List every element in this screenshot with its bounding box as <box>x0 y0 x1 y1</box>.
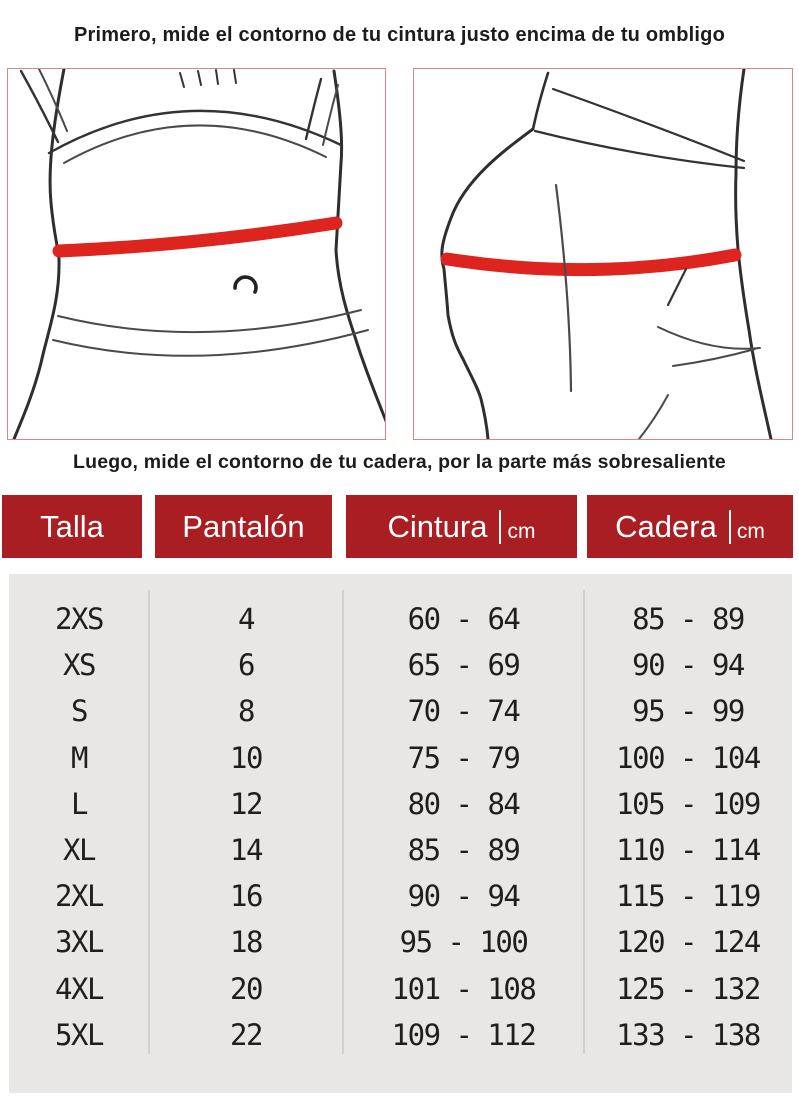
pants-cell: 14 <box>230 833 262 868</box>
back-hip-illustration <box>414 69 792 439</box>
front-torso-illustration <box>8 69 385 439</box>
size-cell: L <box>71 786 87 821</box>
waist-range-cell: 75 - 79 <box>407 740 520 775</box>
waist-range-cell: 95 - 100 <box>399 925 528 960</box>
bra-strap-right <box>306 79 321 139</box>
size-cell: XL <box>63 833 95 868</box>
body-outline-right <box>334 71 385 421</box>
hip-measure-band <box>447 255 735 270</box>
under-butt-crease-a <box>658 327 760 349</box>
waistband-upper <box>553 89 744 161</box>
back-figure-box <box>413 68 793 440</box>
pants-cell: 22 <box>230 1017 262 1052</box>
header-label: Cintura <box>387 509 488 544</box>
size-cell: XS <box>63 648 95 683</box>
panty-band-lower <box>53 330 368 356</box>
bra-band-upper <box>49 111 341 153</box>
hip-range-cell: 100 - 104 <box>616 740 760 775</box>
front-figure-box <box>7 68 386 440</box>
size-cell: 4XL <box>55 971 103 1006</box>
size-cell: M <box>71 740 87 775</box>
waist-range-cell: 101 - 108 <box>391 971 536 1006</box>
size-cell: S <box>71 694 87 729</box>
under-butt-crease-b <box>673 349 755 366</box>
header-cintura <box>346 495 577 558</box>
size-table-panel <box>9 574 792 1093</box>
header-cadera <box>587 495 793 558</box>
bra-strap-left <box>21 71 58 142</box>
waist-range-cell: 80 - 84 <box>407 786 520 821</box>
hip-range-cell: 125 - 132 <box>616 971 760 1006</box>
hip-range-cell: 85 - 89 <box>632 602 744 637</box>
header-unit: cm <box>736 519 765 543</box>
crease-small <box>668 269 686 305</box>
pants-cell: 6 <box>238 648 254 683</box>
size-cell: 2XS <box>55 602 103 637</box>
pants-cell: 12 <box>230 786 262 821</box>
waist-range-cell: 65 - 69 <box>407 648 520 683</box>
pants-cell: 10 <box>230 740 262 775</box>
header-label: Cadera <box>615 509 717 544</box>
waist-range-cell: 109 - 112 <box>391 1017 536 1052</box>
header-label: Talla <box>40 509 104 544</box>
hip-range-cell: 133 - 138 <box>616 1017 760 1052</box>
hip-range-cell: 95 - 99 <box>632 694 744 729</box>
size-cell: 2XL <box>55 879 103 914</box>
size-cell: 3XL <box>55 925 103 960</box>
pants-cell: 18 <box>230 925 262 960</box>
header-pantalon <box>155 495 332 558</box>
header-talla <box>2 495 142 558</box>
waist-range-cell: 90 - 94 <box>407 879 520 914</box>
thigh-crease <box>639 395 668 439</box>
pants-cell: 20 <box>230 971 262 1006</box>
size-table <box>9 596 792 1058</box>
waist-measure-band <box>59 223 336 251</box>
pants-cell: 4 <box>238 602 254 637</box>
unit-divider <box>499 510 501 544</box>
hip-range-cell: 115 - 119 <box>616 879 760 914</box>
torso-edge <box>533 73 548 129</box>
hip-instruction: Luego, mide el contorno de tu cadera, por la parte más sobresaliente <box>73 451 726 473</box>
hip-range-cell: 90 - 94 <box>632 648 744 683</box>
bra-band-lower <box>64 125 326 163</box>
size-cell: 5XL <box>55 1017 103 1052</box>
pants-cell: 16 <box>230 879 262 914</box>
waist-range-cell: 70 - 74 <box>407 694 520 729</box>
header-unit: cm <box>507 519 536 543</box>
hip-range-cell: 105 - 109 <box>616 786 760 821</box>
waist-range-cell: 85 - 89 <box>407 833 520 868</box>
waist-instruction: Primero, mide el contorno de tu cintura justo encima de tu ombligo <box>73 24 726 46</box>
pants-cell: 8 <box>238 694 254 729</box>
navel <box>235 277 256 292</box>
hip-range-cell: 120 - 124 <box>616 925 760 960</box>
waist-range-cell: 60 - 64 <box>407 602 520 637</box>
butt-crease <box>556 185 571 391</box>
bra-strap-right-inner <box>323 85 338 145</box>
header-label: Pantalón <box>182 509 305 544</box>
hip-outline <box>442 129 533 439</box>
unit-divider <box>729 510 731 544</box>
panty-band-upper <box>58 310 361 332</box>
bra-hooks <box>180 70 236 87</box>
hip-range-cell: 110 - 114 <box>616 833 760 868</box>
